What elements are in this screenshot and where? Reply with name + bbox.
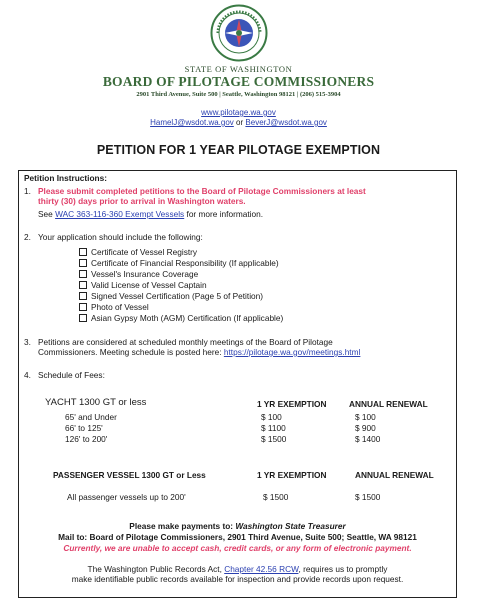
checklist-checkbox[interactable] bbox=[79, 259, 87, 267]
checklist-item-label: Photo of Vessel bbox=[91, 302, 149, 312]
footer-prefix: The Washington Public Records Act, bbox=[87, 564, 222, 574]
board-name: BOARD OF PILOTAGE COMMISSIONERS bbox=[102, 74, 375, 89]
passenger-row-renewal: $ 1500 bbox=[355, 492, 381, 502]
checklist-checkbox[interactable] bbox=[79, 281, 87, 289]
item1-see-prefix: See bbox=[38, 209, 53, 219]
rcw-link[interactable]: Chapter 42.56 RCW bbox=[224, 564, 299, 574]
footer-line2: make identifiable public records available for inspection and provide records upon request. bbox=[71, 574, 404, 584]
item3-line2 bbox=[38, 347, 360, 357]
item1-number: 1. bbox=[24, 186, 31, 196]
checklist-item-label: Certificate of Vessel Registry bbox=[91, 247, 198, 257]
email-or-text: or bbox=[236, 118, 244, 127]
website-row bbox=[0, 108, 477, 117]
yacht-heading: YACHT 1300 GT or less bbox=[45, 397, 147, 408]
checklist-item-label: Asian Gypsy Moth (AGM) Certification (If applicable) bbox=[91, 313, 284, 323]
payment-mail-to: Mail to: Board of Pilotage Commissioners, 2901 Third Avenue, Suite 500; Seattle, WA 98121 bbox=[58, 532, 417, 542]
checklist-checkbox[interactable] bbox=[79, 314, 87, 322]
item2-text: Your application should include the following: bbox=[38, 232, 203, 242]
item4-number: 4. bbox=[24, 370, 31, 380]
website-link[interactable]: www.pilotage.wa.gov bbox=[201, 108, 276, 117]
item3-line2-prefix: Commissioners. Meeting schedule is posted here: bbox=[38, 347, 222, 357]
wac-link[interactable]: WAC 363-116-360 Exempt Vessels bbox=[55, 209, 185, 219]
yacht-row-size: 126' to 200' bbox=[65, 434, 108, 444]
board-seal-logo bbox=[210, 4, 268, 62]
passenger-heading: PASSENGER VESSEL 1300 GT or Less bbox=[53, 470, 206, 480]
passenger-row-exemption: $ 1500 bbox=[263, 492, 289, 502]
checklist-item-label: Vessel's Insurance Coverage bbox=[91, 269, 199, 279]
footer-suffix: , requires us to promptly bbox=[298, 564, 388, 574]
meetings-link[interactable]: https://pilotage.wa.gov/meetings.html bbox=[223, 347, 361, 357]
email-row bbox=[0, 118, 477, 127]
passenger-col-renewal: ANNUAL RENEWAL bbox=[355, 470, 434, 480]
checklist-item-label: Signed Vessel Certification (Page 5 of Petition) bbox=[91, 291, 264, 301]
payment-prefix: Please make payments to: bbox=[129, 521, 234, 531]
item1-see-row bbox=[38, 209, 263, 219]
checklist-item-label: Certificate of Financial Responsibility (If applicable) bbox=[91, 258, 279, 268]
yacht-row-exemption: $ 100 bbox=[261, 412, 282, 422]
passenger-row-size: All passenger vessels up to 200' bbox=[67, 492, 186, 502]
page-title: PETITION FOR 1 YEAR PILOTAGE EXEMPTION bbox=[96, 143, 381, 157]
item1-line2: thirty (30) days prior to arrival in Washington waters. bbox=[38, 196, 246, 206]
passenger-col-exemption: 1 YR EXEMPTION bbox=[257, 470, 327, 480]
email-link-bever[interactable]: BeverJ@wsdot.wa.gov bbox=[245, 118, 327, 127]
checklist-checkbox[interactable] bbox=[79, 292, 87, 300]
payment-payee: Washington State Treasurer bbox=[235, 521, 346, 531]
yacht-col-renewal: ANNUAL RENEWAL bbox=[349, 399, 428, 409]
board-address: 2901 Third Avenue, Suite 500 | Seattle, Washington 98121 | (206) 515-3904 bbox=[136, 91, 341, 98]
checklist-item-label: Valid License of Vessel Captain bbox=[91, 280, 207, 290]
yacht-row-exemption: $ 1100 bbox=[261, 423, 286, 433]
yacht-row-renewal: $ 900 bbox=[355, 423, 376, 433]
checklist-checkbox[interactable] bbox=[79, 248, 87, 256]
yacht-row-size: 65' and Under bbox=[65, 412, 117, 422]
instructions-box bbox=[18, 170, 457, 598]
item1-see-suffix: for more information. bbox=[186, 209, 264, 219]
item1-line1: Please submit completed petitions to the Board of Pilotage Commissioners at least bbox=[38, 186, 366, 196]
yacht-row-exemption: $ 1500 bbox=[261, 434, 287, 444]
yacht-col-exemption: 1 YR EXEMPTION bbox=[257, 399, 327, 409]
state-label: STATE OF WASHINGTON bbox=[184, 64, 293, 74]
instructions-heading: Petition Instructions: bbox=[24, 173, 107, 183]
email-link-hamel[interactable]: HamelJ@wsdot.wa.gov bbox=[150, 118, 234, 127]
yacht-row-renewal: $ 1400 bbox=[355, 434, 381, 444]
item3-line1: Petitions are considered at scheduled monthly meetings of the Board of Pilotage bbox=[38, 337, 333, 347]
payment-notice: Currently, we are unable to accept cash, credit cards, or any form of electronic payment. bbox=[63, 543, 412, 553]
checklist-checkbox[interactable] bbox=[79, 270, 87, 278]
item4-text: Schedule of Fees: bbox=[38, 370, 105, 380]
yacht-row-size: 66' to 125' bbox=[65, 423, 103, 433]
footer-line1 bbox=[19, 564, 456, 574]
item3-number: 3. bbox=[24, 337, 31, 347]
item2-number: 2. bbox=[24, 232, 31, 242]
yacht-row-renewal: $ 100 bbox=[355, 412, 376, 422]
payment-line1 bbox=[19, 521, 456, 531]
checklist-checkbox[interactable] bbox=[79, 303, 87, 311]
